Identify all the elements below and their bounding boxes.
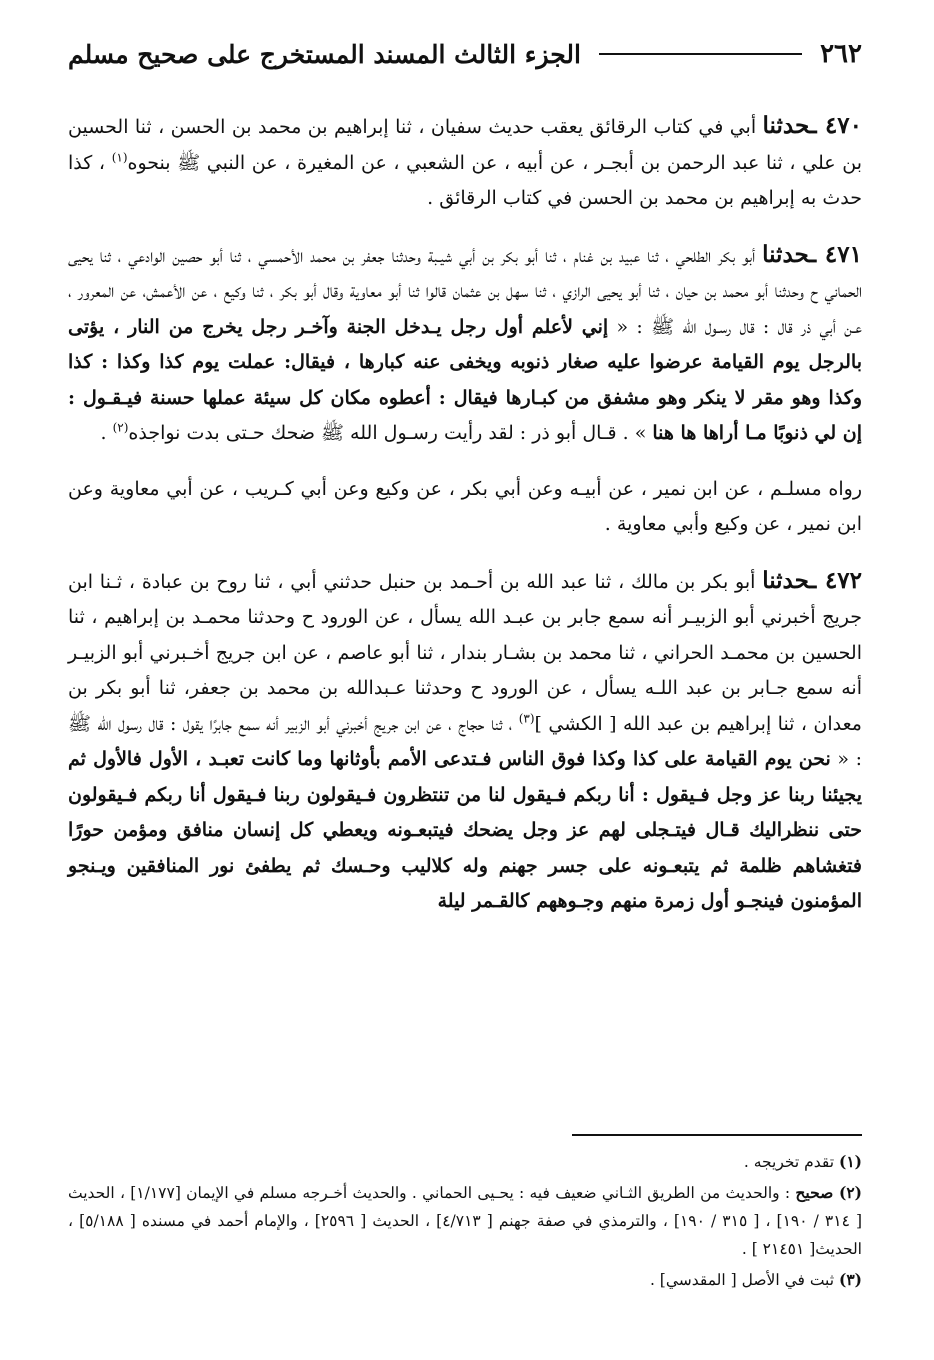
hadith-470 (68, 108, 862, 217)
footnote-separator (572, 1134, 862, 1136)
hadith-text: أبي في كتاب الرقائق يعقب حديث سفيان ، ثنا إبراهيم بن محمد بن الحسن ، ثنا الحسين بن علي ، ثنا عبد الرحمن بن أبجـر ، عن أبيه ، عن الشعبي ، عن المغيرة ، عن النبي ﷺ بنحوه (68, 116, 862, 174)
hadith-lead-word: حدثنا (762, 566, 810, 594)
hadith-text: . (100, 422, 113, 444)
hadith-text: أبو بكر الطلحي ، ثنا عبيد بن غنام ، ثنا أبو بكر بن أبي شيـبة وحدثنا جعفر بن محمد الأحمسي ، ثنا أبو حصين الوادعي ، ثنا يحيى الحماني ح وحدثنا أبو محمد بن حيان ، ثنا أبو يحيى الرازي ، ثنا سهل بن عثمان قالوا ثنا أبو معاوية وقال أبو بكر ، ثنا وكيع ، عن الأعمش، عن المعرور ، عـن أبي ذر قال : قال رسـول الله ﷺ : « (68, 244, 862, 338)
page-number: ٢٦٢ (820, 39, 862, 69)
footnotes (68, 1148, 862, 1297)
hadith-472 (68, 563, 862, 920)
footnote-label: (٣) (838, 1270, 862, 1289)
hadith-matn: إني لأعلم أول رجل يـدخل الجنة وآخـر رجل يخرج من النار ، يؤتى بالرجل يوم القيامة عرضوا عليه صغار ذنوبه ويخفى عنه كبارها ، فيقال: عملت يوم كذا وكذا : كذا وكذا وهو مقر لا ينكر وهو مشفق من كبـارها فيقال : أعطوه مكان كل سيئة عملها حسنة فيـقـول : إن لي ذنوبًا مـا أراها ها هنا (68, 315, 862, 444)
hadith-text: أبو بكر بن مالك ، ثنا عبد الله بن أحـمد بن حنبل حدثني أبي ، ثنا روح بن عبادة ، ثـنا ابن جريج أخبرني أبو الزبيـر أنه سمع جابر بن عبـد الله يسأل ، عن الورود ح وحدثنا محمـد بن إبراهيم ، ثنا الحسين بن محمـد الحراني ، ثنا محمد بن بشـار بندار ، ثنا أبو عاصم ، عن ابن جريج أخـبرني أبو الزبيـر أنه سمع جـابر بن عبد اللـه يسأل ، عن الورود ح وحدثنا عـبدالله بن محمد بن جعفر، ثنا أبو بكر بن معدان ، ثنا إبراهيم بن عبد الله [ الكشي ] (68, 570, 862, 735)
riwaya-note: رواه مسلـم ، عن ابن نمير ، عن أبيـه وعن أبي بكر ، عن وكيع وعن أبي كـريب ، عن أبي معاوية وعن ابن نمير ، عن وكيع وأبي معاوية . (68, 477, 862, 535)
hadith-text: ، كذا حدث به إبراهيم بن محمد بن الحسن في كتاب الرقائق . (68, 151, 862, 209)
hadith-471 (68, 237, 862, 452)
footnote-text: : والحديث من الطريق الثـاني ضعيف فيه : يحـيى الحماني . والحديث أخـرجه مسلم في الإيمان [١/١٧٧] ، الحديث [ ٣١٤ / ١٩٠] ، [ ٣١٥ / ١٩٠] ، والترمذي في صفة جهنم [ ٤/٧١٣] ، الحديث [ ٢٥٩٦] ، والإمام أحمد في مسنده [ ٥/١٨٨] ، الحديث[ ٢١٤٥١ ] . (68, 1184, 863, 1258)
footnote-label: (١) (838, 1152, 862, 1171)
hadith-number: ٤٧١ ـ (809, 240, 862, 268)
footnote-ref[interactable]: (١) (111, 150, 128, 165)
hadith-lead-word: حدثنا (762, 240, 810, 268)
hadith-text: ، ثنا حجاج ، عن ابن جريج أخبرني أبو الزبير أنه سمع جابرًا يقول : قال رسول الله ﷺ : « (68, 712, 862, 770)
running-title: الجزء الثالث المسند المستخرج على صحيح مسلم (68, 39, 581, 69)
main-text (68, 108, 862, 940)
footnote-1 (68, 1148, 862, 1176)
footnote-text: تقدم تخريجه . (743, 1153, 839, 1171)
header-rule (599, 53, 802, 55)
page-header (68, 34, 862, 74)
footnote-label: (٢) صحيح (795, 1183, 862, 1202)
footnote-ref[interactable]: (٢) (112, 420, 129, 435)
footnote-ref[interactable]: (٣) (518, 711, 535, 726)
hadith-text: » . قـال أبو ذر : لقد رأيت رسـول الله ﷺ ضحك حـتى بدت نواجذه (128, 422, 653, 444)
footnote-text: ثبت في الأصل [ المقدسي] . (649, 1271, 839, 1289)
footnote-3 (68, 1266, 862, 1294)
footnote-2 (68, 1179, 862, 1263)
hadith-number: ٤٧٠ ـ (809, 112, 862, 139)
hadith-lead-word: حدثنا (762, 112, 810, 139)
hadith-number: ٤٧٢ ـ (809, 566, 862, 594)
hadith-matn: نحن يوم القيامة على كذا وكذا فوق الناس فـتدعى الأمم بأوثانها وما كانت تعبـد ، الأول فالأول ثم يجيئنا ربنا عز وجل فـيقول : أنا ربكم فـيقول لنا من تنتظرون فـيقولون ربنا فـيقول أنا ربكم فـيقولون حتى ننظراليك قـال فيتـجلى لهم عز وجل يضحك فيتبعـونه ويعطي كل إنسان منافق ومؤمن حورًا فتغشاهم ظلمة ثم يتبعـونه على جسر جهنم وله كلاليب وحـسك ثم يطفئ نور المنافقين ويـنجو المؤمنون فينجـو أول زمرة منهم وجـوههم كالقـمر ليلة (68, 748, 862, 912)
